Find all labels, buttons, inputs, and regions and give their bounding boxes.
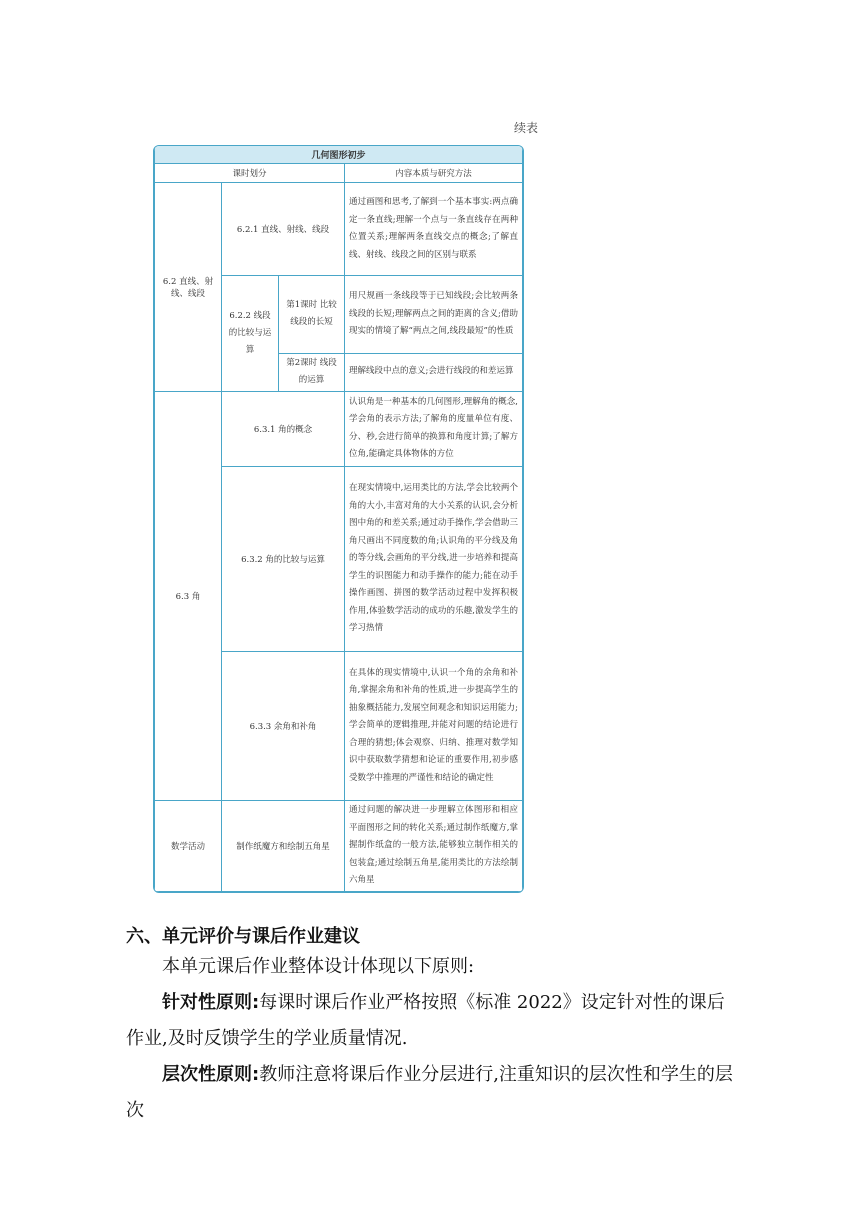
principle-targeted-paragraph xyxy=(126,985,738,1057)
lesson-6-2-2-period2-desc: 理解线段中点的意义;会进行线段的和差运算 xyxy=(345,353,523,391)
principle-layered-title: 层次性原则: xyxy=(162,1064,260,1085)
column-header-lesson: 课时划分 xyxy=(155,164,345,183)
principle-targeted-title: 针对性原则: xyxy=(162,992,260,1013)
lesson-6-3-1-desc: 认识角是一种基本的几何图形,理解角的概念,学会角的表示方法;了解角的度量单位有度、分、秒,会进行简单的换算和角度计算;了解方位角,能确定具体物体的方位 xyxy=(345,391,523,466)
curriculum-table xyxy=(153,145,524,893)
lesson-6-3-2-desc: 在现实情境中,运用类比的方法,学会比较两个角的大小,丰富对角的大小关系的认识,会分析图中角的和差关系;通过动手操作,学会借助三角尺画出不同度数的角;认识角的平分线及角的等分线,会画角的平分线,进一步培养和提高学生的识图能力和动手操作的能力;能在动手操作画图、拼图的数学活动过程中发挥积极作用,体验数学活动的成功的乐趣,激发学生的学习热情 xyxy=(345,466,523,651)
section-title: 六、单元评价与课后作业建议 xyxy=(126,926,360,947)
lesson-6-2-2-period1-label: 第1课时 比较线段的长短 xyxy=(279,276,345,353)
activity-desc: 通过问题的解决进一步理解立体图形和相应平面图形之间的转化关系;通过制作纸魔方,掌握制作纸盒的一般方法,能够独立制作相关的包装盒;通过绘制五角星,能用类比的方法绘制六角星 xyxy=(345,800,523,891)
principle-layered-text: 教师注意将课后作业分层进行,注重知识的层次性和学生的层次 xyxy=(126,1064,733,1121)
lesson-6-3-3-desc: 在具体的现实情境中,认识一个角的余角和补角,掌握余角和补角的性质,进一步提高学生的抽象概括能力,发展空间观念和知识运用能力;学会简单的逻辑推理,并能对问题的结论进行合理的猜想;体会观察、归纳、推理对数学知识中获取数学猜想和论证的重要作用,初步感受数学中推理的严谨性和结论的确定性 xyxy=(345,652,523,800)
lesson-6-2-2-period1-desc: 用尺规画一条线段等于已知线段;会比较两条线段的长短;理解两点之间的距离的含义;借助现实的情境了解“两点之间,线段最短”的性质 xyxy=(345,276,523,353)
intro-paragraph: 本单元课后作业整体设计体现以下原则: xyxy=(162,956,475,977)
section-6-2-label: 6.2 直线、射线、线段 xyxy=(155,183,222,392)
lesson-6-2-1-label: 6.2.1 直线、射线、线段 xyxy=(222,183,345,276)
lesson-6-3-2-label: 6.3.2 角的比较与运算 xyxy=(222,466,345,651)
lesson-6-2-2-label: 6.2.2 线段的比较与运算 xyxy=(222,276,279,391)
lesson-6-2-1-desc: 通过画图和思考,了解到一个基本事实:两点确定一条直线;理解一个点与一条直线存在两种位置关系;理解两条直线交点的概念;了解直线、射线、线段之间的区别与联系 xyxy=(345,183,523,276)
section-6-3-label: 6.3 角 xyxy=(155,391,222,800)
table-title: 几何图形初步 xyxy=(155,146,523,164)
activity-label: 数学活动 xyxy=(155,800,222,891)
column-header-content: 内容本质与研究方法 xyxy=(345,164,523,183)
principle-layered-paragraph xyxy=(126,1057,738,1129)
principle-targeted-text: 每课时课后作业严格按照《标准 2022》设定针对性的课后作业,及时反馈学生的学业质量情况. xyxy=(126,992,725,1049)
activity-sub-label: 制作纸魔方和绘制五角星 xyxy=(222,800,345,891)
continued-table-label: 续表 xyxy=(514,121,539,135)
lesson-6-2-2-period2-label: 第2课时 线段的运算 xyxy=(279,353,345,391)
lesson-6-3-1-label: 6.3.1 角的概念 xyxy=(222,391,345,466)
lesson-6-3-3-label: 6.3.3 余角和补角 xyxy=(222,652,345,800)
